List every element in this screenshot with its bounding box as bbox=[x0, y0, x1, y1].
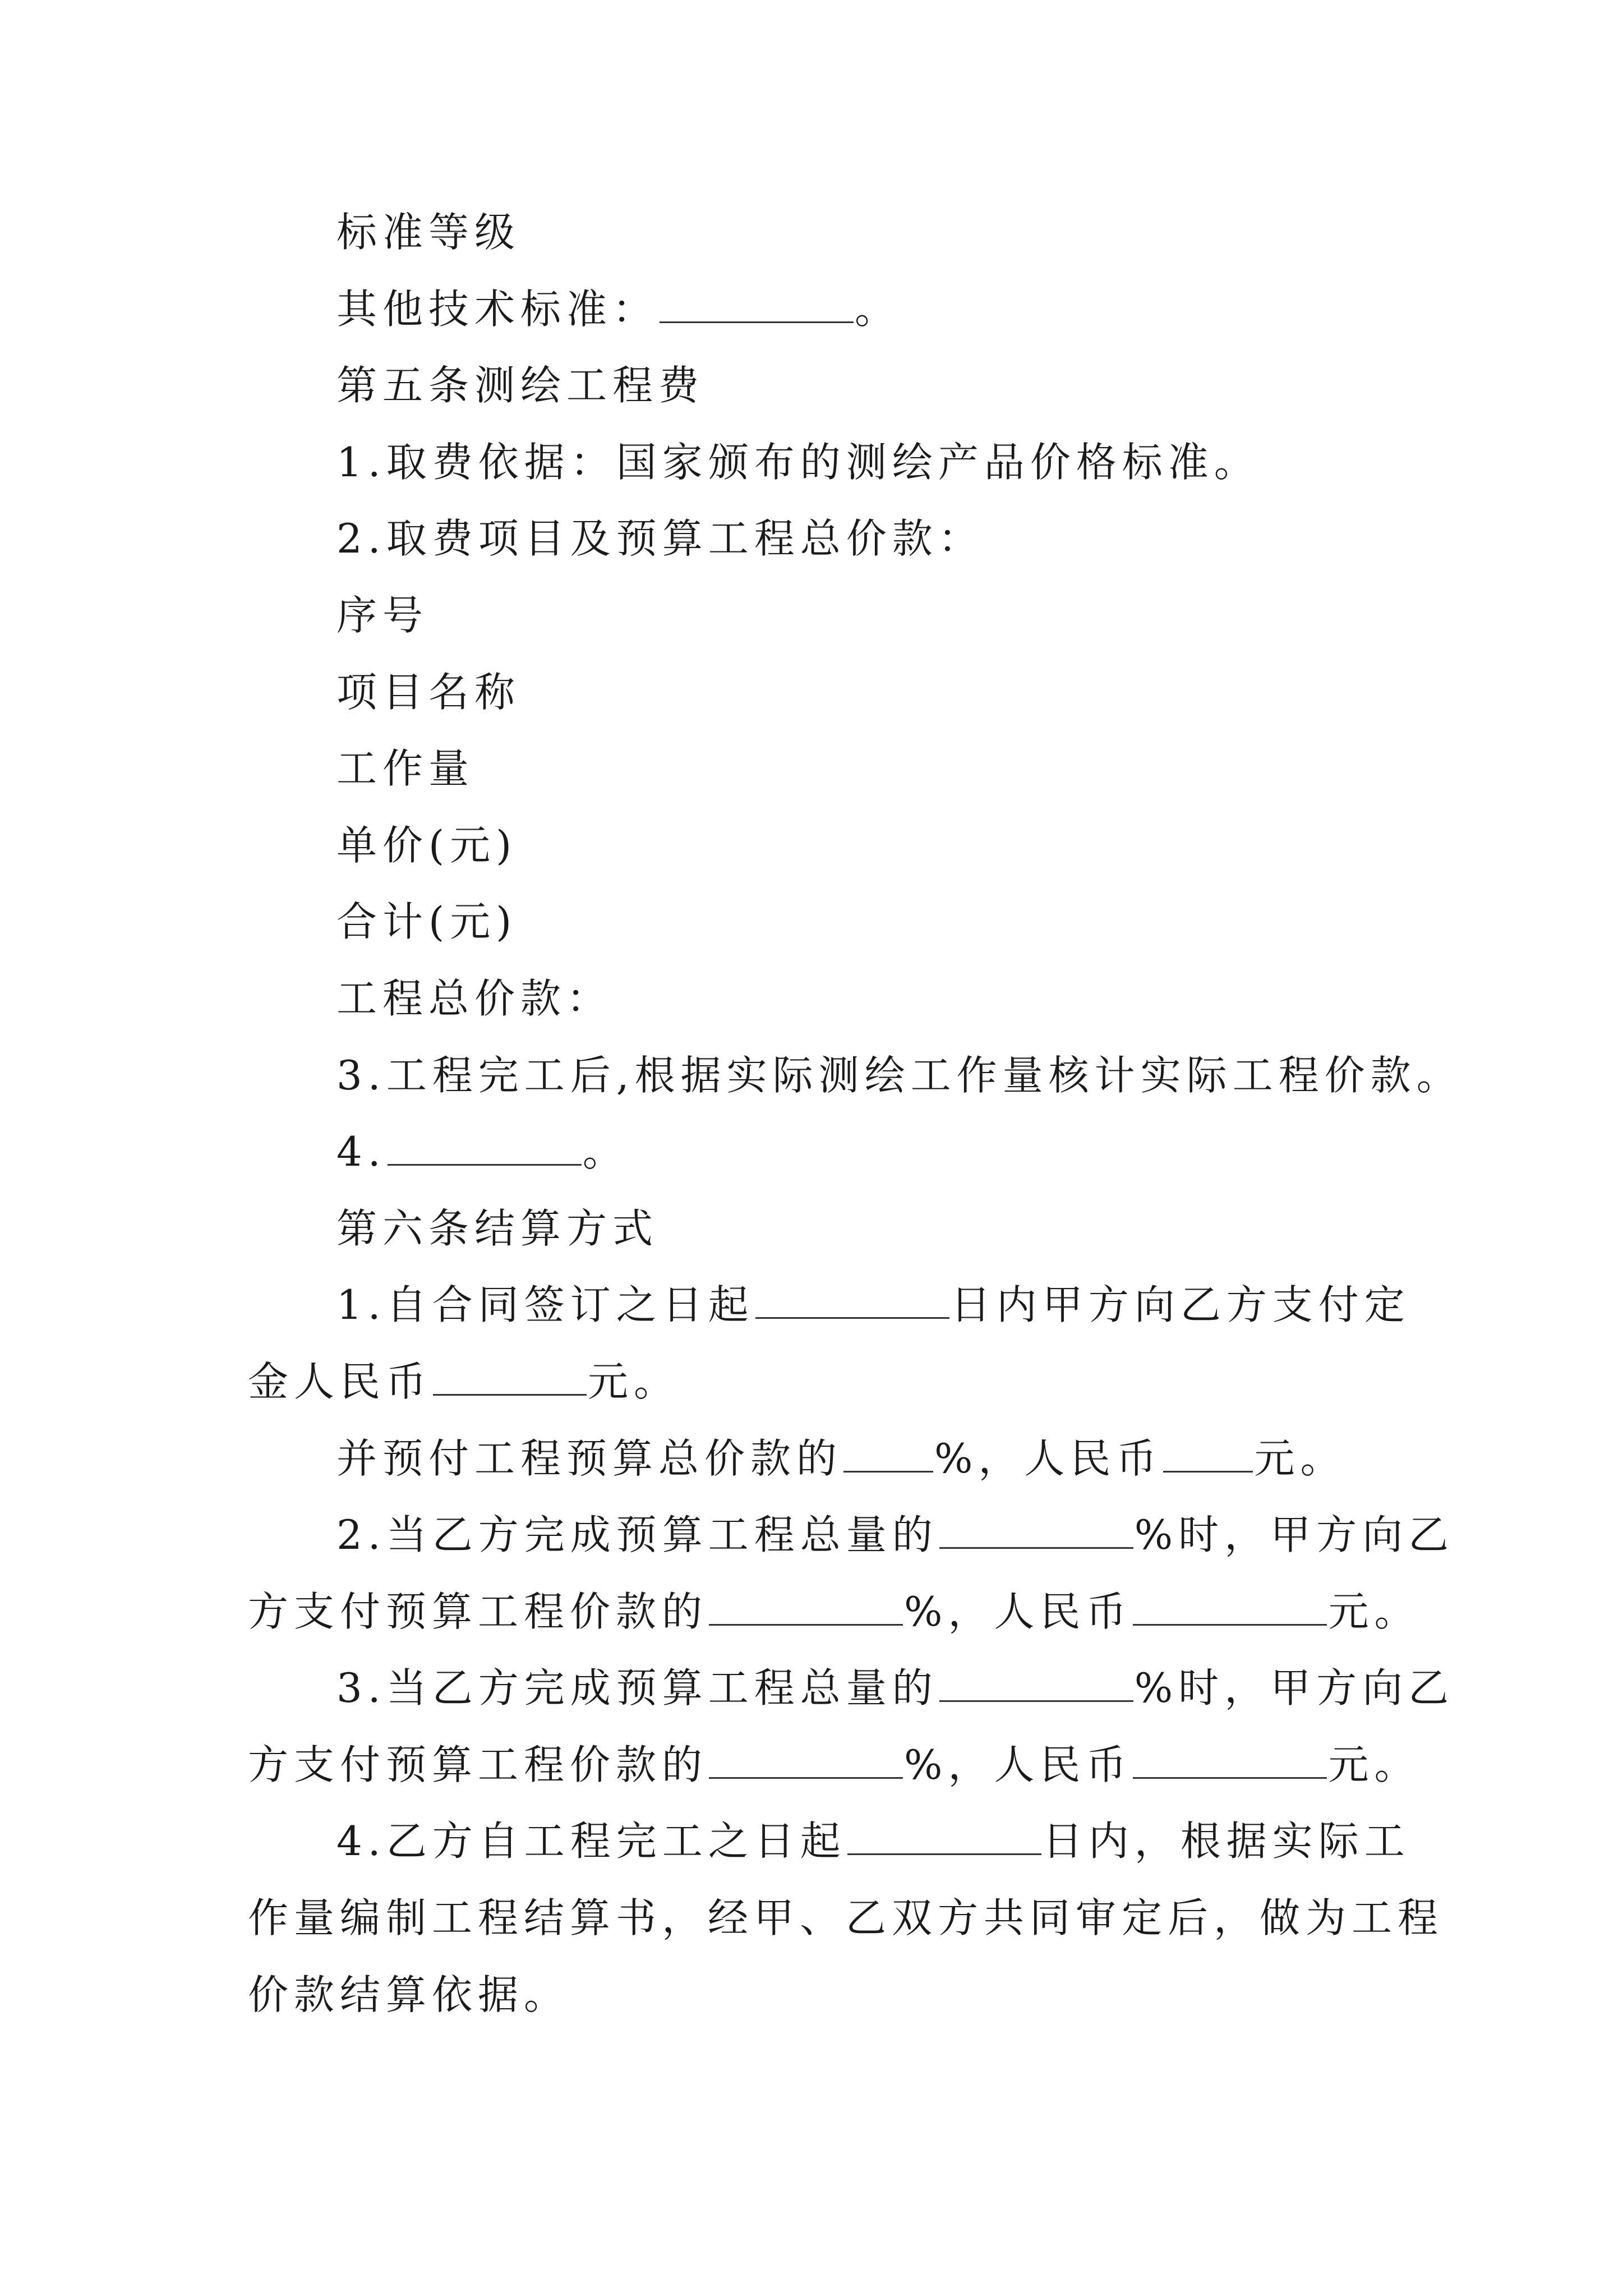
blank-field bbox=[847, 1819, 1041, 1855]
paragraph-payment-3-line-2: 方支付预算工程价款的 %，人民币 元。 bbox=[248, 1741, 1421, 1788]
blank-field bbox=[660, 287, 854, 323]
article-5-heading: 第五条测绘工程费 bbox=[336, 362, 705, 409]
paragraph-actual-price: 3.工程完工后,根据实际测绘工作量核计实际工程价款。 bbox=[336, 1051, 1463, 1099]
paragraph-standard-level: 标准等级 bbox=[336, 209, 521, 256]
label-project-name: 项目名称 bbox=[336, 668, 521, 716]
paragraph-deposit-line-2: 金人民币 元。 bbox=[248, 1358, 680, 1405]
article-6-heading: 第六条结算方式 bbox=[336, 1204, 659, 1252]
label-serial-number: 序号 bbox=[336, 591, 429, 639]
paragraph-item-4: 4. 。 bbox=[336, 1128, 629, 1176]
blank-field bbox=[939, 1512, 1133, 1549]
paragraph-settlement-line-2: 作量编制工程结算书，经甲、乙双方共同审定后，做为工程 bbox=[248, 1894, 1444, 1942]
paragraph-settlement-line-3: 价款结算依据。 bbox=[248, 1971, 570, 2018]
label-subtotal: 合计(元) bbox=[336, 898, 518, 946]
blank-field bbox=[755, 1282, 949, 1319]
paragraph-fee-items: 2.取费项目及预算工程总价款： bbox=[336, 515, 984, 563]
blank-field bbox=[388, 1129, 582, 1166]
blank-field bbox=[433, 1359, 587, 1396]
paragraph-payment-2-line-2: 方支付预算工程价款的 %，人民币 元。 bbox=[248, 1588, 1421, 1635]
paragraph-settlement-line-1: 4.乙方自工程完工之日起 日内，根据实际工 bbox=[336, 1818, 1410, 1865]
blank-field bbox=[939, 1665, 1133, 1702]
paragraph-payment-2-line-1: 2.当乙方完成预算工程总量的 %时，甲方向乙 bbox=[336, 1511, 1455, 1559]
label-total-price: 工程总价款： bbox=[336, 974, 613, 1022]
blank-field bbox=[1133, 1589, 1327, 1626]
label-unit-price: 单价(元) bbox=[336, 821, 518, 869]
paragraph-other-standards: 其他技术标准： 。 bbox=[336, 285, 901, 333]
paragraph-payment-3-line-1: 3.当乙方完成预算工程总量的 %时，甲方向乙 bbox=[336, 1664, 1455, 1712]
label-workload: 工作量 bbox=[336, 745, 475, 793]
blank-field bbox=[709, 1742, 903, 1779]
contract-body bbox=[248, 194, 1463, 2033]
blank-field bbox=[1133, 1742, 1327, 1779]
paragraph-fee-basis: 1.取费依据：国家颁布的测绘产品价格标准。 bbox=[336, 438, 1260, 486]
blank-field bbox=[843, 1436, 933, 1473]
blank-field bbox=[709, 1589, 903, 1626]
blank-field bbox=[1163, 1436, 1253, 1473]
paragraph-prepayment: 并预付工程预算总价款的 %，人民币 元。 bbox=[336, 1434, 1347, 1482]
paragraph-deposit-line-1: 1.自合同签订之日起 日内甲方向乙方支付定 bbox=[336, 1281, 1410, 1329]
